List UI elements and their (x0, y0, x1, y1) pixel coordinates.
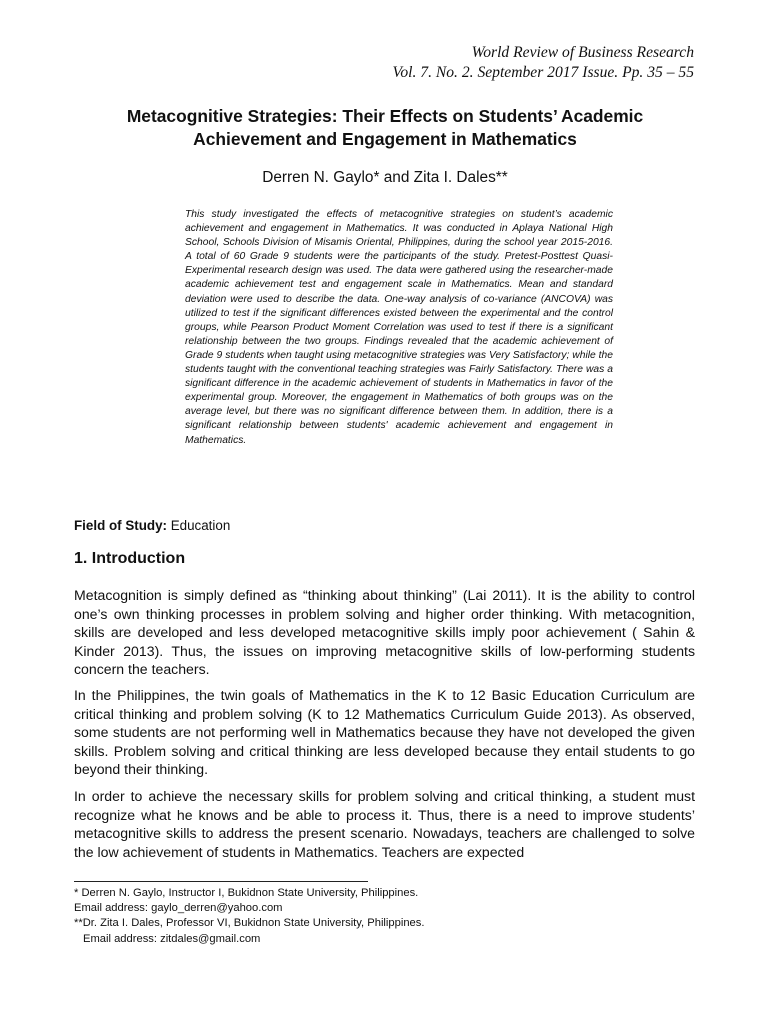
journal-header (393, 43, 694, 83)
paper-authors: Derren N. Gaylo* and Zita I. Dales** (262, 169, 508, 186)
footnote-author-1: * Derren N. Gaylo, Instructor I, Bukidnon State University, Philippines. (74, 887, 419, 899)
footnote-email-2: Email address: zitdales@gmail.com (83, 932, 261, 945)
footnotes (74, 886, 424, 947)
footnote-author-2: **Dr. Zita I. Dales, Professor VI, Bukidnon State University, Philippines. (74, 917, 425, 930)
journal-issue: Vol. 7. No. 2. September 2017 Issue. Pp. 35 – 55 (392, 64, 694, 81)
paper-title (60, 105, 710, 151)
journal-name: World Review of Business Research (471, 44, 694, 61)
abstract: This study investigated the effects of metacognitive strategies on student’s academic achievement and engagement in Mathematics. It was conducted in Aplaya National High School, Schools Division of Misamis Oriental, Philippines, during the school year 2015-2016. A total of 60 Grade 9 students were the participants of the study. Pretest-Posttest Quasi-Experimental research design was used. The data were gathered using the researcher-made academic achievement test and engagement scale in Mathematics. Mean and standard deviation were used to describe the data. One-way analysis of co-variance (ANCOVA) was utilized to test if the significant differences existed between the experimental and the control groups, while Pearson Product Moment Correlation was used to test if there is a significant relationship between the two groups. Findings revealed that the academic achievement of Grade 9 students when taught using metacognitive strategies was Very Satisfactory; while the students taught with the conventional teaching strategies was Fairly Satisfactory. There was a significant difference in the academic achievement of students in Mathematics in favor of the experimental group. Moreover, the engagement in Mathematics of both groups was on the average level, but there was no significant difference between them. In addition, there is a significant relationship between students' academic achievement and engagement in Mathematics. (185, 209, 613, 446)
body-paragraph: In the Philippines, the twin goals of Mathematics in the K to 12 Basic Education Curriculum are critical thinking and problem solving (K to 12 Mathematics Curriculum Guide 2013). As observed, some students are not performing well in Mathematics because they have not developed the given skills. Problem solving and critical thinking are less developed because they entail students to go beyond their thinking. (74, 687, 695, 778)
field-of-study (74, 517, 230, 535)
footnote-divider (74, 881, 368, 882)
paper-title-line-1: Metacognitive Strategies: Their Effects on Students’ Academic (126, 106, 644, 126)
body-paragraph: Metacognition is simply defined as “thinking about thinking” (Lai 2011). It is the ability to control one’s own thinking processes in problem solving and higher order thinking. With metacognition, skills are developed and less developed metacognitive skills imply poor achievement ( Sahin & Kinder 2013). Thus, the issues on improving metacognitive skills of low-performing students concern the teachers. (74, 587, 695, 678)
field-of-study-value: Education (170, 518, 231, 533)
body-paragraph: In order to achieve the necessary skills for problem solving and critical thinking, a student must recognize what he knows and be able to process it. Thus, there is a need to improve students’ metacognitive skills to address the present scenario. Nowadays, teachers are challenged to solve the low achievement of students in Mathematics. Teachers are expected (74, 788, 695, 860)
paper-title-line-2: Achievement and Engagement in Mathematics (193, 129, 577, 149)
section-heading: 1. Introduction (74, 550, 186, 567)
field-of-study-label: Field of Study: (74, 518, 167, 533)
footnote-email-1: Email address: gaylo_derren@yahoo.com (74, 902, 283, 915)
